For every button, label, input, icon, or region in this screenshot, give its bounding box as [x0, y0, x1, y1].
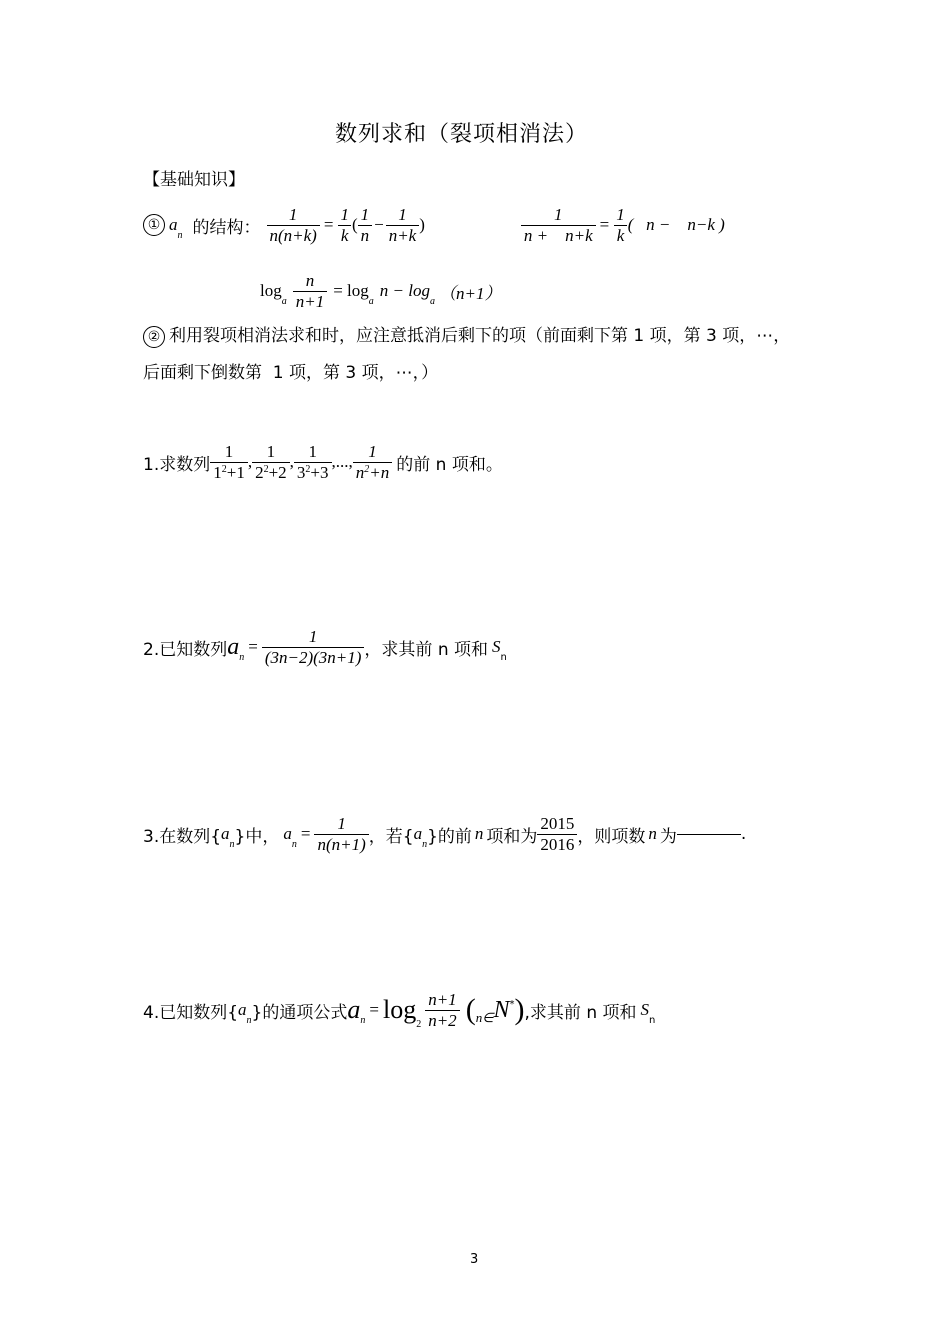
circled-number-1: ① [143, 214, 165, 236]
page-number: 3 [470, 1252, 479, 1267]
q3-a3: a [413, 824, 423, 843]
q3-a2: a [283, 824, 292, 843]
q1-fraction-2: $\frac{1}{2^2+2}$ [252, 442, 290, 482]
q4-a1-subscript: n [246, 1014, 252, 1026]
q2-prefix: 2.已知数列 [143, 639, 228, 660]
item-2-line-2: 后面剩下倒数第 1 项，第 3 项，⋯，） [143, 363, 439, 383]
q2-s-subscript: n [500, 651, 507, 663]
q1-suffix: 的前 n 项和。 [396, 454, 503, 475]
q3-equals: = [300, 824, 311, 843]
q4-mid-1: }的通项公式 [251, 1002, 348, 1023]
fraction-1-over-n-plus-k: $\frac{1}{n+k}$ [386, 205, 420, 245]
question-3 [143, 808, 746, 860]
q1-fraction-1: $\frac{1}{1^2+1}$ [210, 442, 248, 482]
q4-a1: a [238, 1000, 247, 1019]
minus-sign: − [374, 215, 384, 234]
equals-sign-2: = [599, 215, 610, 234]
log-identity [260, 266, 501, 316]
q1-comma-1: , [247, 452, 253, 471]
q4-N: N [493, 996, 510, 1023]
q4-log-base: 2 [416, 1018, 422, 1030]
q1-prefix: 1.求数列 [143, 454, 211, 475]
fraction-1-over-sqrt-sum: $\frac{1}{n + n+k}$ [521, 205, 596, 245]
q2-fraction: $\frac{1}{(3n-2)(3n+1)}$ [262, 627, 365, 667]
q2-equals: = [248, 637, 258, 656]
q3-mid-1: }中， [234, 826, 280, 847]
q1-fraction-n: $\frac{1}{n^2+n}$ [353, 442, 392, 482]
q3-ratio-fraction: $\frac{2015}{2016}$ [537, 814, 577, 854]
section-heading: 【基础知识】 [143, 170, 245, 190]
log-rhs-base-2: a [429, 295, 435, 307]
q4-star: * [509, 998, 515, 1010]
fraction-1-over-k-2: $\frac{1}{k}$ [613, 205, 628, 245]
a-variable: a [169, 215, 178, 234]
q3-end: . [740, 824, 747, 844]
fraction-1-over-n-n-plus-k: $\frac{1}{n(n+k)}$ [267, 205, 320, 245]
log-rhs: = log [333, 281, 369, 300]
log-base: a [281, 295, 287, 307]
page-title: 数列求和（裂项相消法） [335, 122, 589, 147]
q3-mid-5: ，则项数 [577, 826, 646, 847]
q1-ellipsis: ,..., [331, 452, 353, 471]
open-paren: ( [351, 215, 358, 234]
equals-sign: = [323, 215, 334, 234]
question-2 [143, 622, 507, 672]
answer-blank[interactable] [677, 834, 741, 835]
q3-a1-subscript: n [229, 838, 235, 850]
q4-equals: = [369, 1000, 379, 1019]
circled-number-2: ② [143, 326, 165, 348]
q1-comma-2: , [289, 452, 294, 471]
q3-a3-subscript: n [422, 838, 428, 850]
log-rhs-end: （n+1） [438, 283, 502, 303]
log-rhs-n: n − log [379, 281, 430, 300]
q3-fraction: $\frac{1}{n(n+1)}$ [314, 814, 368, 854]
q1-fraction-3: $\frac{1}{3^2+3}$ [294, 442, 332, 482]
q3-n-2: n [648, 824, 657, 843]
knowledge-item-1 [143, 200, 725, 250]
log-rhs-base: a [368, 295, 374, 307]
log-text: log [260, 281, 282, 300]
knowledge-item-2 [143, 321, 790, 348]
q3-prefix: 3.在数列{ [143, 826, 222, 847]
q4-s-variable: S [640, 1000, 650, 1019]
item-2-line-1: 利用裂项相消法求和时，应注意抵消后剩下的项（前面剩下第 1 项，第 3 项，⋯， [169, 326, 791, 346]
q4-fraction: $\frac{n+1}{n+2}$ [425, 990, 459, 1030]
q2-a-variable: a [227, 633, 240, 660]
q2-middle-text: ，求其前 n 项和 [364, 639, 489, 660]
q3-a2-subscript: n [291, 838, 297, 850]
fraction-1-over-n: $\frac{1}{n}$ [358, 205, 373, 245]
q2-a-subscript: n [239, 651, 245, 663]
q4-a2: a [347, 995, 361, 1024]
structure-label: 的结构： [192, 217, 261, 238]
q3-mid-3: }的前 [427, 826, 472, 847]
fraction-n-over-n-plus-1: $\frac{n}{n+1}$ [293, 271, 327, 311]
question-4 [143, 980, 655, 1040]
q4-suffix: ,求其前 n 项和 [524, 1002, 637, 1023]
q2-s-variable: S [492, 637, 501, 656]
q3-a1: a [221, 824, 230, 843]
fraction-1-over-k: $\frac{1}{k}$ [337, 205, 352, 245]
sqrt-difference: ( n − n−k ) [627, 215, 725, 234]
q4-a2-subscript: n [360, 1014, 366, 1026]
q4-log: log [382, 995, 417, 1024]
q3-mid-6: 为 [659, 826, 677, 847]
q4-condition: n∈ [475, 1010, 494, 1025]
close-paren: ) [419, 215, 425, 234]
q4-right-paren: ) [514, 993, 525, 1026]
q3-mid-4: 项和为 [486, 826, 538, 847]
q4-prefix: 4.已知数列{ [143, 1002, 239, 1023]
q4-s-subscript: n [649, 1014, 656, 1026]
q3-n: n [474, 824, 484, 843]
q4-left-paren: ( [465, 993, 476, 1026]
a-subscript: n [177, 229, 183, 241]
q3-mid-2: ，若{ [368, 826, 414, 847]
question-1 [143, 437, 503, 487]
